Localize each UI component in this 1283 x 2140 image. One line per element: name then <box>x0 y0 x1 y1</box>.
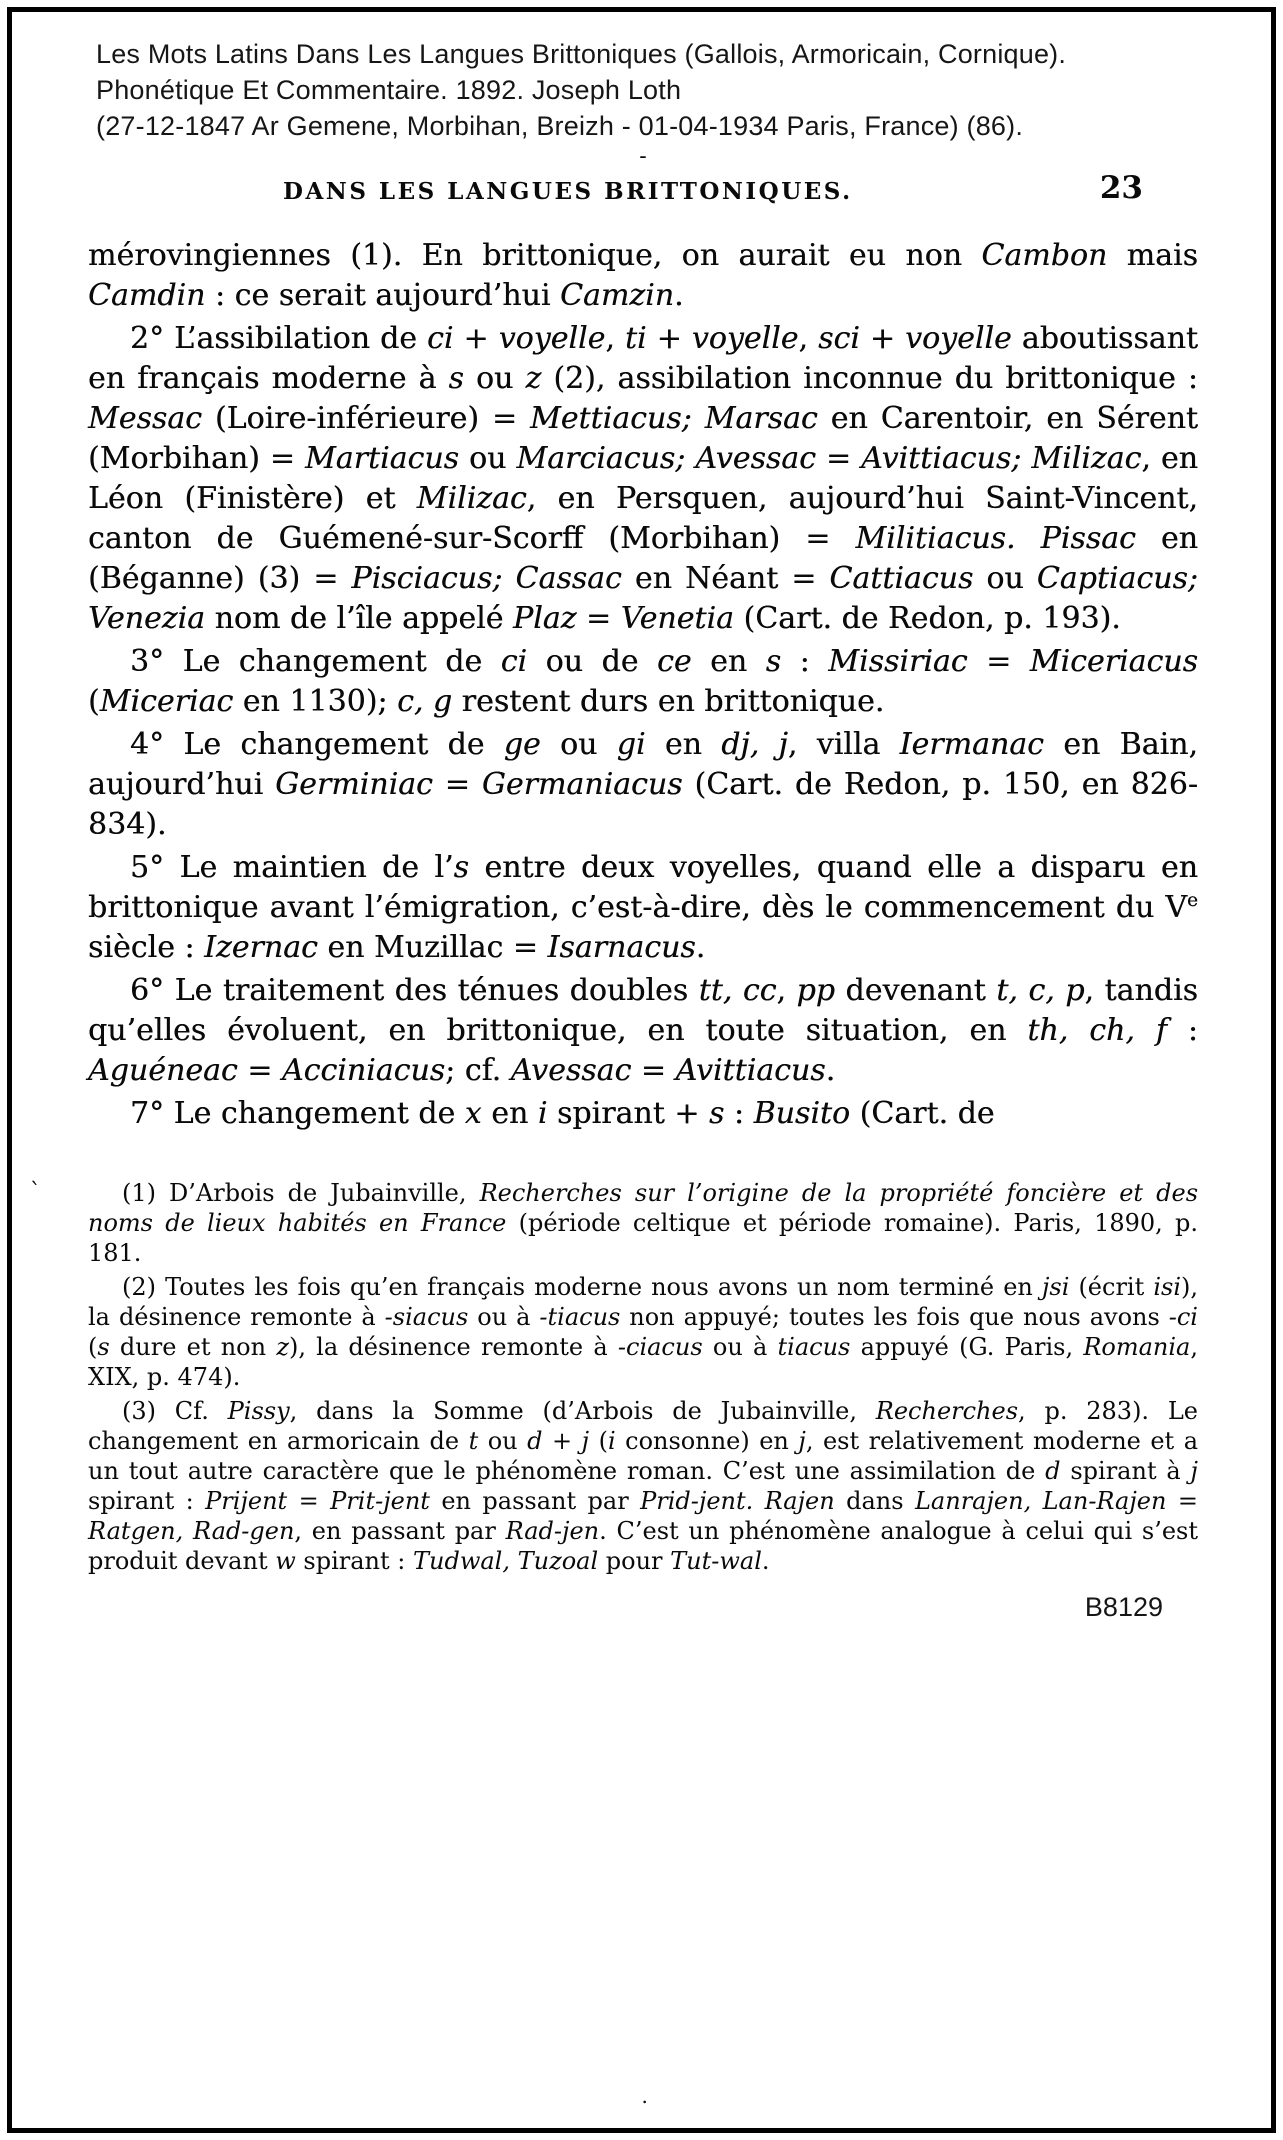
text-segment: nom de l’île appelé <box>205 601 513 636</box>
text-segment: (2) Toutes les fois qu’en français moderne nous avons un nom terminé en <box>122 1273 1042 1301</box>
text-segment: gi <box>616 727 646 762</box>
text-segment: th, ch, f <box>1027 1013 1167 1048</box>
text-segment: pp <box>796 973 835 1008</box>
text-segment: , p. 283). Le changement en armoricain de <box>88 1397 1199 1455</box>
text-segment: mais <box>1107 238 1199 273</box>
text-segment: isi <box>1153 1273 1181 1301</box>
text-segment: 2° L’assibilation de <box>130 321 428 356</box>
text-segment: en Néant = <box>621 561 830 596</box>
text-segment: Ratgen, Rad-gen <box>88 1517 295 1545</box>
text-segment: ( <box>88 1333 98 1361</box>
text-segment: Pissy <box>227 1397 290 1425</box>
text-segment: ti <box>624 321 647 356</box>
catalog-author-line: Phonétique Et Commentaire. 1892. Joseph Loth <box>96 75 682 105</box>
text-segment: restent durs en brittonique. <box>452 684 885 719</box>
text-segment: . <box>825 1053 836 1088</box>
text-segment: Prijent <box>205 1487 288 1515</box>
text-segment: ), la désinence remonte à <box>288 1333 618 1361</box>
text-segment: en (Béganne) (3) = <box>88 521 1198 596</box>
text-segment: sci <box>818 321 860 356</box>
text-segment: (3) Cf. <box>122 1397 228 1425</box>
text-segment: , <box>798 321 819 356</box>
text-segment: siècle : <box>88 930 205 965</box>
text-segment: ou <box>973 561 1037 596</box>
text-segment: e <box>1186 890 1198 911</box>
text-segment <box>692 401 705 436</box>
text-segment: Militiacus. Pissac <box>855 521 1136 556</box>
text-segment: . <box>674 278 684 313</box>
body-text <box>88 236 1198 1134</box>
text-segment: -tiacus <box>539 1303 621 1331</box>
text-segment: ou <box>459 441 517 476</box>
text-segment: Tudwal, Tuzoal <box>412 1547 599 1575</box>
text-segment: s <box>448 361 464 396</box>
text-segment: entre deux voyelles, quand elle a disparu en brittonique avant l’émigration, c’est-à-dire, dès le commencement du V <box>88 850 1198 925</box>
text-segment: Izernac <box>204 930 318 965</box>
text-segment: = <box>1166 1487 1198 1515</box>
text-segment: appuyé (G. Paris, <box>850 1333 1084 1361</box>
text-segment: Recherches <box>875 1397 1019 1425</box>
text-segment: Missiriac <box>828 644 968 679</box>
text-segment: , en Persquen, aujourd’hui Saint-Vincent, canton de Guémené-sur-Scorff (Morbihan) = <box>88 481 1198 556</box>
text-segment: Venetia <box>620 601 734 636</box>
catalog-number: B8129 <box>1084 1592 1163 1622</box>
text-segment: en <box>691 644 766 679</box>
text-segment: (période celtique et période romaine). Paris, 1890, p. 181. <box>88 1209 1199 1267</box>
text-segment: ( <box>589 1427 608 1455</box>
scan-mark-center: - <box>639 144 647 169</box>
text-segment: , XIX, p. 474). <box>88 1333 1198 1391</box>
page-number: 23 <box>1099 170 1143 206</box>
text-segment: (Cart. de <box>850 1096 995 1131</box>
text-segment: ( <box>88 684 100 719</box>
text-segment: 5° Le maintien de l’ <box>130 850 454 885</box>
text-segment: . C’est un phénomène analogue à celui qui s’est produit devant <box>88 1517 1199 1575</box>
text-segment: z <box>276 1333 289 1361</box>
text-segment: s <box>765 644 782 679</box>
text-segment: = <box>237 1053 282 1088</box>
text-segment: Aguéneac <box>88 1053 238 1088</box>
text-segment: voyelle <box>905 321 1012 356</box>
text-segment: w <box>275 1547 296 1575</box>
footnote-paragraph <box>88 1272 1198 1392</box>
text-segment: Lanrajen, Lan-Rajen <box>914 1487 1167 1515</box>
text-segment: (écrit <box>1069 1273 1154 1301</box>
text-segment: d + j <box>527 1427 590 1455</box>
text-segment: + <box>453 321 499 356</box>
text-segment: , villa <box>787 727 900 762</box>
text-segment: + <box>859 321 906 356</box>
text-segment: Cattiacus <box>829 561 974 596</box>
text-segment: en <box>645 727 722 762</box>
text-segment: ), la désinence remonte à <box>88 1273 1198 1331</box>
text-segment: ce <box>657 644 692 679</box>
text-segment: t <box>468 1427 479 1455</box>
body-paragraph <box>88 642 1198 722</box>
page-content <box>88 36 1198 1623</box>
text-segment: Captiacus; Venezia <box>88 561 1198 636</box>
text-segment: spirant : <box>295 1547 413 1575</box>
text-segment: j <box>798 1427 806 1455</box>
text-segment: -siacus <box>384 1303 469 1331</box>
footnote-paragraph <box>88 1178 1198 1268</box>
text-segment: 6° Le traitement des ténues doubles <box>130 973 699 1008</box>
text-segment: d <box>1045 1457 1061 1485</box>
text-segment: pour <box>598 1547 671 1575</box>
text-segment: mérovingiennes (1). En brittonique, on aurait eu non <box>88 238 982 273</box>
text-segment: en Muzillac = <box>317 930 548 965</box>
text-segment: en Carentoir, en Sérent (Morbihan) = <box>88 401 1198 476</box>
text-segment: Pisciacus; Cassac <box>351 561 622 596</box>
text-segment: non appuyé; toutes les fois que nous avons <box>620 1303 1169 1331</box>
text-segment: s <box>453 850 469 885</box>
text-segment: Miceriac <box>99 684 234 719</box>
text-segment: Avessac <box>510 1053 632 1088</box>
catalog-dates-line: (27-12-1847 Ar Gemene, Morbihan, Breizh - 01-04-1934 Paris, France) (86). <box>96 111 1024 141</box>
text-segment: voyelle <box>498 321 606 356</box>
text-segment: dans <box>834 1487 915 1515</box>
text-segment: ci <box>500 644 528 679</box>
text-segment: consonne) en <box>615 1427 799 1455</box>
text-segment: Camdin <box>88 278 206 313</box>
text-segment: z <box>525 361 542 396</box>
text-segment: (Cart. de Redon, p. 193). <box>733 601 1121 636</box>
text-segment: t, c, p <box>996 973 1085 1008</box>
text-segment: = <box>967 644 1030 679</box>
text-segment: ou à <box>702 1333 778 1361</box>
text-segment: Avittiacus <box>675 1053 826 1088</box>
text-segment: 7° Le changement de <box>130 1096 465 1131</box>
text-segment: ; cf. <box>445 1053 511 1088</box>
text-segment: dure et non <box>109 1333 277 1361</box>
text-segment: ou <box>540 727 617 762</box>
text-segment: , dans la Somme (d’Arbois de Jubainville, <box>289 1397 876 1425</box>
text-segment: voyelle <box>691 321 799 356</box>
text-segment: Plaz <box>512 601 577 636</box>
body-paragraph <box>88 848 1198 968</box>
text-segment: i <box>607 1427 616 1455</box>
text-segment: , <box>605 321 625 356</box>
text-segment: Marsac <box>704 401 818 436</box>
text-segment: : <box>781 644 829 679</box>
text-segment: Isarnacus <box>547 930 696 965</box>
text-segment: Marciacus; Avessac <box>516 441 816 476</box>
text-segment: (Cart. de Redon, p. 150, en 826-834). <box>88 767 1198 842</box>
text-segment: ou à <box>468 1303 540 1331</box>
text-segment: Busito <box>753 1096 851 1131</box>
text-segment: x <box>464 1096 482 1131</box>
text-segment: tiacus <box>777 1333 851 1361</box>
text-segment: spirant : <box>88 1487 206 1515</box>
text-segment: . <box>761 1547 770 1575</box>
body-paragraph <box>88 236 1198 316</box>
text-segment: (2), assibilation inconnue du brittonique : <box>541 361 1198 396</box>
text-segment: Tut-wal <box>670 1547 762 1575</box>
text-segment: Iermanac <box>899 727 1044 762</box>
text-segment: Romania <box>1083 1333 1191 1361</box>
text-segment: c, g <box>397 684 453 719</box>
text-segment: , <box>776 973 797 1008</box>
footnotes <box>88 1178 1198 1576</box>
catalog-number-row <box>88 1592 1198 1623</box>
text-segment: : <box>1166 1013 1198 1048</box>
body-paragraph <box>88 1094 1198 1134</box>
text-segment: dj, j <box>721 727 788 762</box>
text-segment: jsi <box>1041 1273 1070 1301</box>
text-segment: Miceriacus <box>1029 644 1198 679</box>
text-segment: tt, cc <box>698 973 777 1008</box>
text-segment: ci <box>427 321 454 356</box>
text-segment: , est relativement moderne et a un tout autre caractère que le phénomène roman. C’est une assimilation de <box>88 1427 1199 1485</box>
text-segment: Recherches sur l’origine de la propriété foncière et des noms de lieux habités en France <box>88 1179 1199 1237</box>
text-segment: = <box>432 767 482 802</box>
body-paragraph <box>88 319 1198 639</box>
body-paragraph <box>88 725 1198 845</box>
text-segment: Martiacus <box>305 441 460 476</box>
text-segment: -ciacus <box>617 1333 703 1361</box>
text-segment: Rad-jen <box>505 1517 600 1545</box>
text-segment: s <box>97 1333 110 1361</box>
text-segment: ge <box>503 727 541 762</box>
text-segment: -ci <box>1168 1303 1198 1331</box>
text-segment: Germiniac <box>275 767 433 802</box>
scan-speck-bottom: . <box>641 2084 648 2108</box>
text-segment: : ce serait aujourd’hui <box>205 278 561 313</box>
body-paragraph <box>88 971 1198 1091</box>
text-segment: aboutissant en français moderne à <box>88 321 1198 396</box>
text-segment: = <box>815 441 862 476</box>
text-segment: s <box>708 1096 725 1131</box>
text-segment: Mettiacus; <box>530 401 692 436</box>
running-title: DANS LES LANGUES BRITTONIQUES. <box>283 178 853 205</box>
text-segment: Milizac <box>416 481 527 516</box>
footnote-paragraph <box>88 1396 1198 1576</box>
scan-speck-left: ` <box>30 1180 41 1205</box>
text-segment: j <box>1190 1457 1198 1485</box>
text-segment: spirant à <box>1060 1457 1191 1485</box>
text-segment: ou <box>478 1427 528 1455</box>
text-segment: Germaniacus <box>481 767 683 802</box>
text-segment: en <box>481 1096 538 1131</box>
text-segment: Avittiacus; Milizac <box>861 441 1142 476</box>
text-segment: , tandis qu’elles évoluent, en brittonique, en toute situation, en <box>88 973 1199 1048</box>
running-header <box>88 170 1198 214</box>
text-segment: en passant par <box>429 1487 641 1515</box>
text-segment: Acciniacus <box>281 1053 446 1088</box>
catalog-header <box>88 36 1198 144</box>
text-segment: ou <box>463 361 526 396</box>
text-segment: + <box>646 321 692 356</box>
text-segment: = <box>576 601 621 636</box>
text-segment: (1) D’Arbois de Jubainville, <box>122 1179 480 1207</box>
text-segment: devenant <box>834 973 997 1008</box>
text-segment: ou de <box>527 644 658 679</box>
text-segment: . <box>695 930 706 965</box>
text-segment: = <box>631 1053 676 1088</box>
text-segment: (Loire-inférieure) = <box>201 401 531 436</box>
text-segment: : <box>724 1096 754 1131</box>
text-segment: 3° Le changement de <box>130 644 501 679</box>
text-segment: Prid-jent. Rajen <box>640 1487 835 1515</box>
text-segment: = <box>287 1487 331 1515</box>
text-segment: en 1130); <box>233 684 398 719</box>
text-segment: Cambon <box>981 238 1108 273</box>
catalog-title-line: Les Mots Latins Dans Les Langues Brittoniques (Gallois, Armoricain, Cornique). <box>96 39 1067 69</box>
text-segment: en Bain, aujourd’hui <box>88 727 1198 802</box>
text-segment: 4° Le changement de <box>130 727 504 762</box>
text-segment: Prit-jent <box>330 1487 430 1515</box>
text-segment: spirant + <box>547 1096 709 1131</box>
text-segment: Camzin <box>560 278 675 313</box>
text-segment: i <box>537 1096 548 1131</box>
text-segment: , en passant par <box>294 1517 506 1545</box>
text-segment: Messac <box>88 401 202 436</box>
text-segment: , en Léon (Finistère) et <box>88 441 1198 516</box>
